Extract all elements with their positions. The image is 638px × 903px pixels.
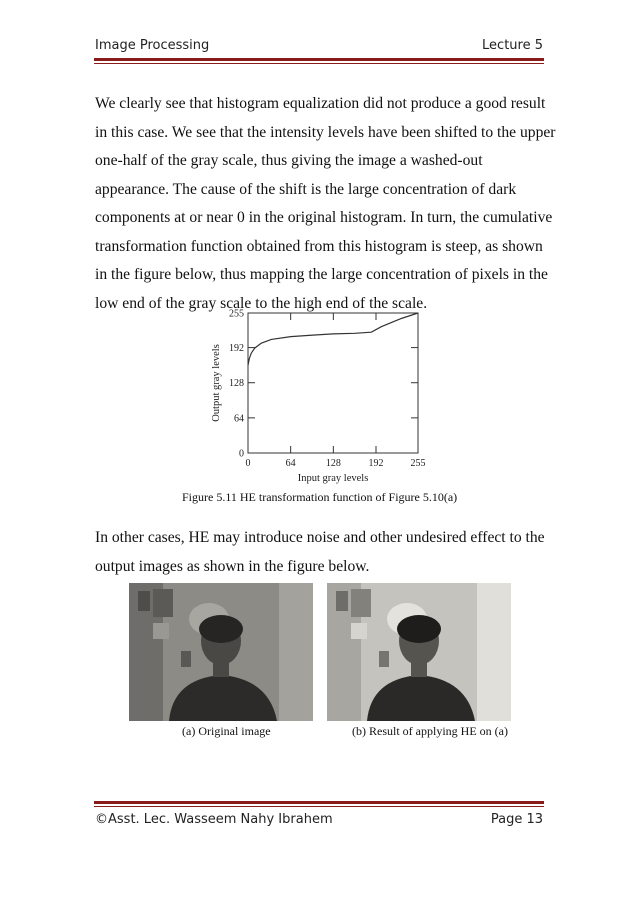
text-line: low end of the gray scale to the high end of the scale. [95,294,428,312]
paragraph-1 [95,90,556,318]
header-rule-thin [94,63,544,64]
footer-page-number: Page 13 [490,812,543,827]
footer-rule-thin [94,806,544,807]
header-lecture: Lecture 5 [482,38,543,53]
he-result-photo [327,583,511,721]
header-title: Image Processing [95,38,210,53]
photo-caption-b: (b) Result of applying HE on (a) [352,724,508,738]
text-line: transformation function obtained from this histogram is steep, as shown [95,237,543,255]
x-tick-label: 0 [245,458,251,469]
x-tick-label: 64 [285,458,296,469]
x-tick-label: 192 [368,458,384,469]
y-axis-label: Output gray levels [211,344,222,422]
x-tick-label: 255 [410,458,426,469]
y-tick-label: 0 [239,448,244,460]
footer-author: ©Asst. Lec. Wasseem Nahy Ibrahem [95,812,333,827]
text-line: one-half of the gray scale, thus giving the image a washed-out [95,152,483,169]
text-line: components at or near 0 in the original histogram. In turn, the cumulative [95,209,553,226]
y-tick-label: 128 [229,378,244,390]
y-tick-label: 192 [229,343,244,355]
series-line [248,313,418,365]
he-result-photo-image [327,583,511,721]
x-tick-label: 128 [325,458,341,469]
text-line: In other cases, HE may introduce noise and other undesired effect to the [95,529,545,546]
y-tick-label: 64 [234,413,244,425]
y-tick-label: 255 [229,308,244,320]
figure-caption: Figure 5.11 HE transformation function of Figure 5.10(a) [182,490,458,504]
footer-rule [94,801,544,804]
original-photo-image [129,583,313,721]
original-photo [129,583,313,721]
transformation-chart [200,303,440,488]
x-axis-label: Input gray levels [297,473,369,484]
text-line: in the figure below, thus mapping the large concentration of pixels in the [95,266,548,283]
header-rule [94,58,544,61]
photo-caption-a: (a) Original image [182,724,271,738]
text-line: in this case. We see that the intensity levels have been shifted to the upper [95,123,556,141]
paragraph-2 [95,524,545,581]
text-line: appearance. The cause of the shift is the large concentration of dark [95,180,517,198]
text-line: We clearly see that histogram equalization did not produce a good result [95,95,546,112]
text-line: output images as shown in the figure below. [95,557,370,575]
